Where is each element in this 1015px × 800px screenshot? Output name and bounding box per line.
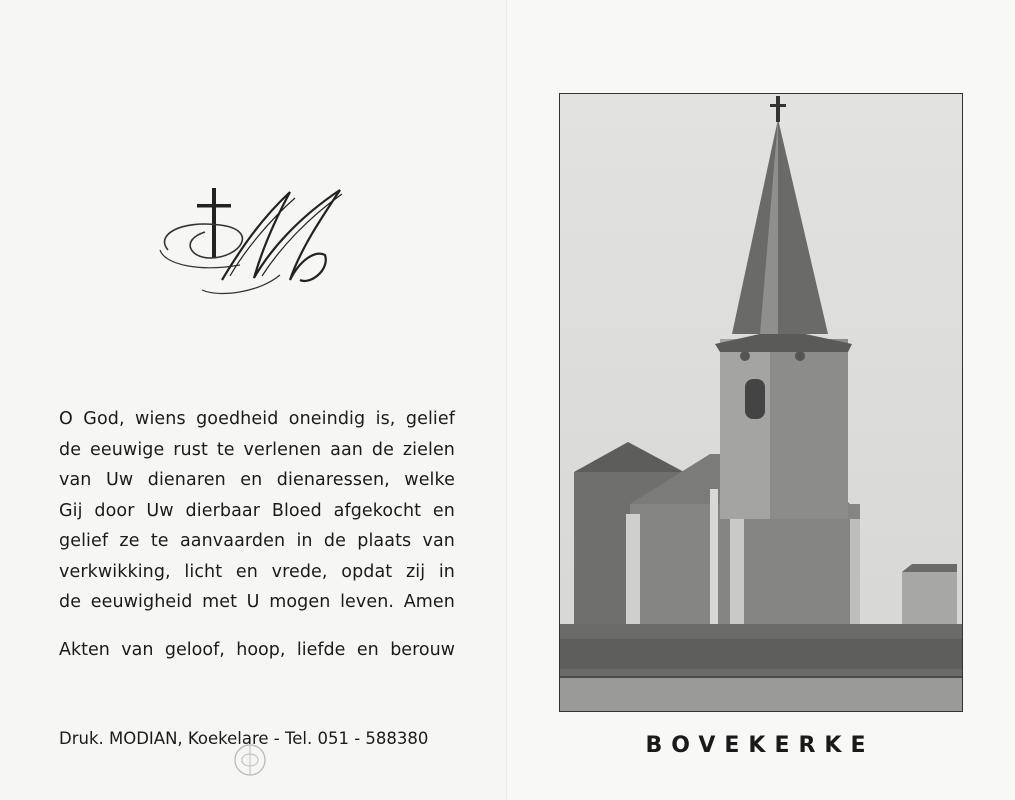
prayer-text (59, 404, 455, 618)
left-panel (0, 0, 506, 800)
prayer-line: verkwikking, licht en vrede, opdat zij in (59, 561, 455, 582)
printer-credit: Druk. MODIAN, Koekelare - Tel. 051 - 588380 (59, 729, 429, 748)
prayer-line: van Uw dienaren en dienaressen, welke (59, 470, 455, 490)
church-icon (560, 94, 962, 711)
prayer-line: gelief ze te aanvaarden in de plaats van (59, 531, 455, 551)
acts-line: Akten van geloof, hoop, liefde en berouw (59, 640, 455, 660)
prayer-line: O God, wiens goedheid oneindig is, gelief (59, 409, 455, 429)
cross-monogram-icon (150, 180, 360, 305)
place-name: BOVEKERKE (645, 733, 875, 758)
prayer-line: de eeuwige rust te verlenen aan de zielen (59, 439, 455, 460)
prayer-line: de eeuwigheid met U mogen leven. Amen (59, 592, 455, 612)
printer-stamp-icon (230, 740, 270, 780)
church-photo (559, 93, 963, 712)
prayer-line: Gij door Uw dierbaar Bloed afgekocht en (59, 500, 455, 521)
